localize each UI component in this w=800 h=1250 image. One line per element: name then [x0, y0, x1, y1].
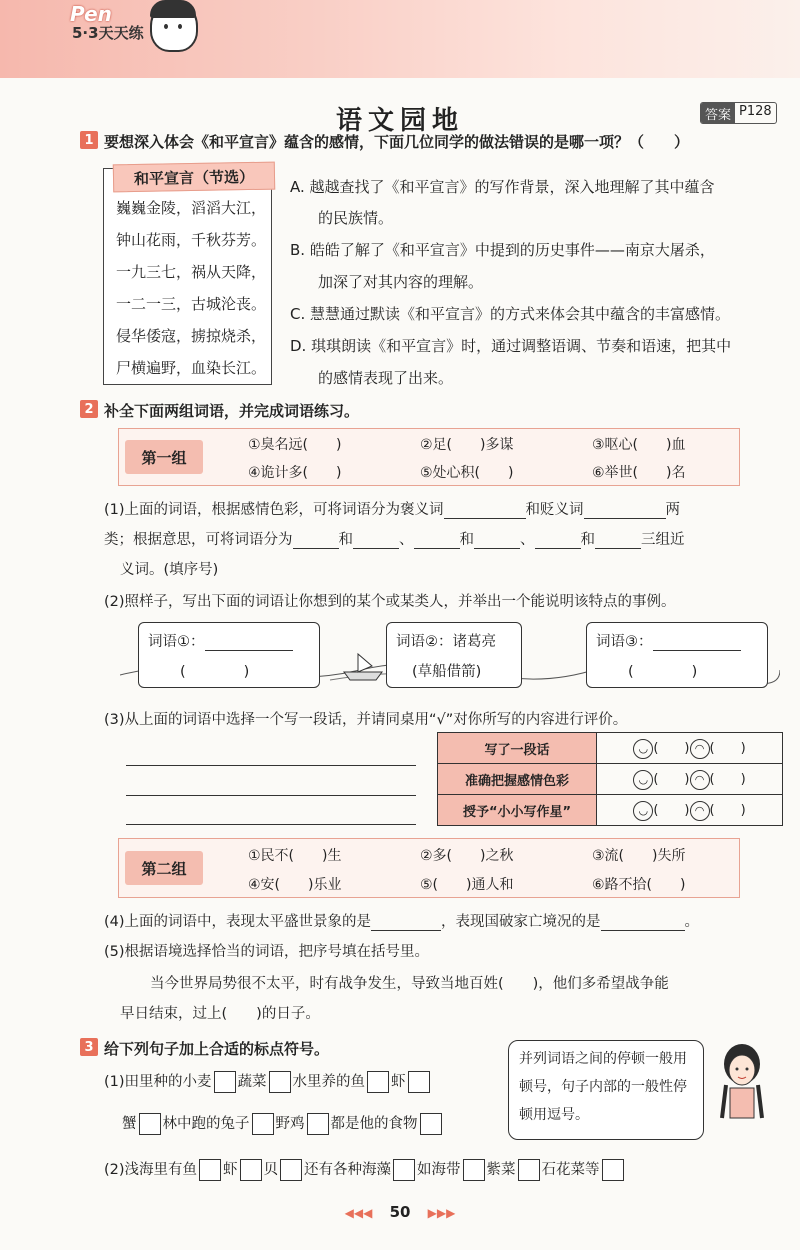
question-number: 2: [80, 400, 98, 418]
word-card-3-label: 词语③：: [596, 630, 741, 651]
poem-line: 巍巍金陵，滔滔大江，: [116, 199, 267, 217]
word-item[interactable]: ②足( )多谋: [420, 437, 514, 453]
word-item[interactable]: ④安( )乐业: [248, 877, 342, 893]
punctuation-box[interactable]: [463, 1159, 485, 1181]
question-number: 3: [80, 1038, 98, 1056]
sub-question-4: (4)上面的词语中，表现太平盛世景象的是 ，表现国破家亡境况的是 。: [104, 914, 700, 930]
word-item[interactable]: ①臭名远( ): [248, 437, 342, 453]
tip-speech-bubble: 并列词语之间的停顿一般用顿号，句子内部的一般性停顿用逗号。: [508, 1040, 704, 1140]
group-1-label: 第一组: [125, 440, 203, 474]
answer-label: 答案: [701, 103, 735, 123]
answer-blank[interactable]: [414, 534, 460, 549]
smile-icon[interactable]: ◡: [633, 739, 653, 759]
word-card-1-example[interactable]: ( ): [180, 664, 250, 680]
poem-line: 一二一三，古城沦丧。: [116, 295, 267, 313]
answer-blank[interactable]: [601, 916, 685, 931]
poem-line: 钟山花雨，千秋芬芳。: [116, 231, 267, 249]
punctuation-box[interactable]: [518, 1159, 540, 1181]
brand-logo: Pen: [70, 2, 112, 26]
word-item[interactable]: ③呕心( )血: [592, 437, 686, 453]
word-item[interactable]: ①民不( )生: [248, 848, 342, 864]
poem-line: 尸横遍野，血染长江。: [116, 359, 267, 377]
punctuation-box[interactable]: [269, 1071, 291, 1093]
question-text: 给下列句子加上合适的标点符号。: [104, 1040, 330, 1058]
eval-choice[interactable]: ◡ ( ) ◠ ( ): [597, 795, 783, 826]
writing-line[interactable]: [126, 795, 416, 796]
frown-icon[interactable]: ◠: [690, 801, 710, 821]
eval-criterion: 准确把握感情色彩: [438, 764, 597, 795]
sub-question-5: (5)根据语境选择恰当的词语，把序号填在括号里。: [104, 944, 430, 960]
poem-line: 一九三七，祸从天降，: [116, 263, 267, 281]
word-card-2-example: (草船借箭): [412, 664, 482, 680]
sub-question-1-note: 义词。(填序号): [120, 562, 219, 578]
punctuation-box[interactable]: [139, 1113, 161, 1135]
eval-criterion: 授予“小小写作星”: [438, 795, 597, 826]
punctuation-box[interactable]: [307, 1113, 329, 1135]
word-item[interactable]: ⑤( )通人和: [420, 877, 514, 893]
prev-arrows-icon: ◀◀◀: [344, 1206, 373, 1220]
answer-blank[interactable]: [474, 534, 520, 549]
frown-icon[interactable]: ◠: [690, 770, 710, 790]
word-item[interactable]: ⑥路不拾( ): [592, 877, 686, 893]
writing-line[interactable]: [126, 765, 416, 766]
punctuation-box[interactable]: [214, 1071, 236, 1093]
word-card-1-label: 词语①：: [148, 630, 293, 651]
sentence-1-cont: 蟹 林中跑的兔子 野鸡 都是他的食物: [122, 1112, 444, 1135]
punctuation-box[interactable]: [420, 1113, 442, 1135]
word-item[interactable]: ④诡计多( ): [248, 465, 342, 481]
option-b-cont: 加深了对其内容的理解。: [318, 273, 484, 291]
punctuation-box[interactable]: [199, 1159, 221, 1181]
poem-line: 侵华倭寇，掳掠烧杀，: [116, 327, 267, 345]
word-item[interactable]: ③流( )失所: [592, 848, 686, 864]
smile-icon[interactable]: ◡: [633, 770, 653, 790]
option-c[interactable]: C. 慧慧通过默读《和平宣言》的方式来体会其中蕴含的丰富感情。: [290, 305, 731, 323]
answer-blank[interactable]: [371, 916, 441, 931]
sub-question-5-passage: 当今世界局势很不太平，时有战争发生，导致当地百姓( )，他们多希望战争能: [150, 976, 669, 992]
sub-question-3: (3)从上面的词语中选择一个写一段话，并请同桌用“√”对你所写的内容进行评价。: [104, 712, 628, 728]
option-b[interactable]: B. 皓皓了解了《和平宣言》中提到的历史事件——南京大屠杀，: [290, 241, 715, 259]
punctuation-box[interactable]: [252, 1113, 274, 1135]
answer-blank[interactable]: [595, 534, 641, 549]
word-card-3-example[interactable]: ( ): [628, 664, 698, 680]
sub-question-1: (1)上面的词语，根据感情色彩，可将词语分为褒义词 和贬义词 两: [104, 502, 681, 518]
sentence-2: (2)浅海里有鱼 虾 贝 还有各种海藻 如海带 紫菜 石花菜等: [104, 1158, 626, 1181]
sub-question-5-passage-cont: 早日结束，过上( )的日子。: [120, 1006, 320, 1022]
option-d-cont: 的感情表现了出来。: [318, 369, 454, 387]
word-item[interactable]: ⑥举世( )名: [592, 465, 686, 481]
mascot-illustration: [150, 0, 198, 52]
answer-blank[interactable]: [293, 534, 339, 549]
answer-page: P128: [739, 104, 772, 119]
punctuation-box[interactable]: [240, 1159, 262, 1181]
word-item[interactable]: ⑤处心积( ): [420, 465, 514, 481]
punctuation-box[interactable]: [393, 1159, 415, 1181]
answer-blank[interactable]: [653, 636, 741, 651]
question-text: 要想深入体会《和平宣言》蕴含的感情，下面几位同学的做法错误的是哪一项？（ ）: [104, 133, 690, 151]
poem-title: 和平宣言（节选）: [113, 162, 275, 193]
answer-tag[interactable]: [700, 102, 777, 124]
punctuation-box[interactable]: [408, 1071, 430, 1093]
eval-choice[interactable]: ◡ ( ) ◠ ( ): [597, 733, 783, 764]
punctuation-box[interactable]: [367, 1071, 389, 1093]
eval-choice[interactable]: ◡ ( ) ◠ ( ): [597, 764, 783, 795]
next-arrows-icon: ▶▶▶: [427, 1206, 456, 1220]
writing-line[interactable]: [126, 824, 416, 825]
punctuation-box[interactable]: [602, 1159, 624, 1181]
answer-blank[interactable]: [205, 636, 293, 651]
option-a[interactable]: A. 越越查找了《和平宣言》的写作背景，深入地理解了其中蕴含: [290, 178, 715, 196]
option-a-cont: 的民族情。: [318, 209, 394, 227]
word-card-2-label: 词语②：诸葛亮: [396, 634, 496, 650]
brand-series: 5·3天天练: [72, 24, 144, 42]
answer-blank[interactable]: [584, 504, 666, 519]
answer-blank[interactable]: [444, 504, 526, 519]
page-number: ◀◀◀ 50 ▶▶▶: [344, 1203, 456, 1221]
sub-question-2: (2)照样子，写出下面的词语让你想到的某个或某类人，并举出一个能说明该特点的事例。: [104, 594, 676, 610]
group-2-label: 第二组: [125, 851, 203, 885]
frown-icon[interactable]: ◠: [690, 739, 710, 759]
sub-question-1-cont: 类；根据意思，可将词语分为 和 、 和 、 和 三组近: [104, 532, 685, 548]
option-d[interactable]: D. 琪琪朗读《和平宣言》时，通过调整语调、节奏和语速，把其中: [290, 337, 732, 355]
girl-illustration: [712, 1040, 772, 1120]
eval-criterion: 写了一段话: [438, 733, 597, 764]
smile-icon[interactable]: ◡: [633, 801, 653, 821]
word-item[interactable]: ②多( )之秋: [420, 848, 514, 864]
sentence-1: (1)田里种的小麦 蔬菜 水里养的鱼 虾: [104, 1070, 432, 1093]
page-title: 语文园地: [335, 106, 464, 136]
evaluation-table: [437, 732, 783, 826]
answer-blank[interactable]: [353, 534, 399, 549]
question-text: 补全下面两组词语，并完成词语练习。: [104, 402, 360, 420]
question-number: 1: [80, 131, 98, 149]
answer-blank[interactable]: [535, 534, 581, 549]
punctuation-box[interactable]: [280, 1159, 302, 1181]
